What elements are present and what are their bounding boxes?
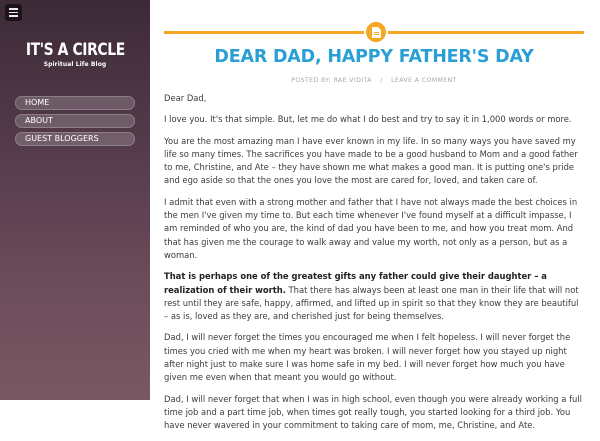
post-paragraph: Dad, I will never forget that when I was in high school, even though you were already working a full time job and a part time job, when times got really tough, you started looking for a third job. You have never wavered in your commitment to taking care of mom, me, Christine, and Ate.	[164, 393, 582, 431]
paragraph-text: That there has always been at least one man in their life that will not rest until they are safe, happy, affirmed, and lifted up in spirit so that they know they are beautiful – as is, loved as they are, and cherished just for being themselves.	[164, 284, 579, 322]
post-paragraph: Dad, I will never forget the times you encouraged me when I felt hopeless. I will never forget the times you cried with me when my heart was broken. I will never forget how you stayed up night after night just to make sure I was home safe in my bed. I will never forget how much you have given me even when that meant you would go without.	[164, 332, 571, 383]
post-greeting: Dear Dad,	[164, 93, 207, 103]
post-title[interactable]: DEAR DAD, HAPPY FATHER'S DAY	[214, 47, 534, 67]
main-content	[150, 0, 600, 431]
site-title[interactable]: IT'S A CIRCLE	[25, 40, 125, 60]
sidebar-nav	[15, 96, 135, 150]
highlight-text: That is perhaps one of the greatest gifts any father could give their daughter – a realization of their worth.	[164, 271, 547, 295]
post-body	[164, 92, 584, 441]
post-paragraph: I admit that even with a strong mother and father that I have not always made the best choices in the men I've given my time to. But each time whenever I've found myself at a difficult impasse, I am reminded of who you are, the kind of dad you have been to me, and how you treat mom. And that has given me the courage to walk away and value my worth, not only as a person, but as a woman.	[164, 196, 578, 260]
leave-comment-link[interactable]: LEAVE A COMMENT	[391, 77, 457, 84]
nav-item-home[interactable]: HOME	[15, 96, 135, 110]
meta-separator: /	[380, 77, 383, 84]
sidebar	[0, 0, 150, 400]
post-paragraph: You are the most amazing man I have ever known in my life. In so many ways you have saved my life so many times. The sacrifices you have made to be a good husband to Mom and a good father to me, Christine, and Ate – they have shown me what makes a good man. It is putting one's pride and ego aside so that the ones you love the most are cared for, loved, and taken care of.	[164, 135, 578, 186]
site-tagline: Spiritual Life Blog	[43, 61, 107, 68]
nav-item-guest-bloggers[interactable]: GUEST BLOGGERS	[15, 132, 135, 146]
hamburger-icon[interactable]	[5, 4, 22, 21]
post-paragraph: I love you. It's that simple. But, let me do what I do best and try to say it in 1,000 words or more.	[164, 114, 572, 125]
site-logo[interactable]	[0, 40, 150, 68]
post-author[interactable]: POSTED BY: RAE VIDITA	[291, 77, 372, 84]
nav-item-about[interactable]: ABOUT	[15, 114, 135, 128]
document-icon	[364, 20, 388, 44]
post-meta	[164, 77, 584, 84]
post-paragraph	[164, 270, 584, 323]
